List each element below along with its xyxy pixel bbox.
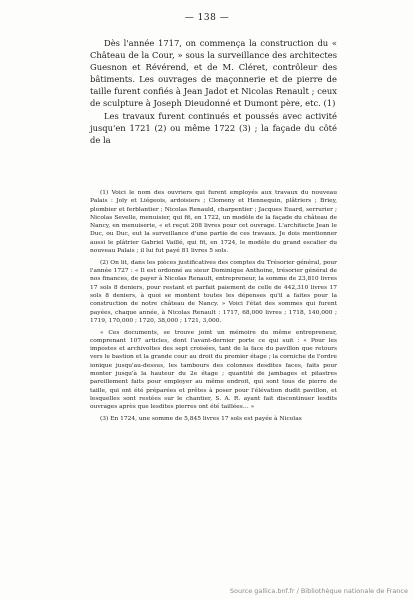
footnote: (2) On lit, dans les pièces justificatives des comptes du Trésorier général, pour l'année 1727 : « Il est ordonné au sieur Dominique Anthoine, trésorier général de nos finances, de payer à Nicolas Renault, entrepreneur, la somme de 23,810 livres 17 sols 8 deniers, pour restant et parfait paiement de celle de 442,310 livres 17 sols 8 deniers, à quoi se montent toutes les dépenses qu'il a faites pour la construction de notre château de Nancy. » Voici l'état des sommes qui furent payées, chaque année, à Nicolas Renault : 1717, 68,000 livres ; 1718, 140,000 ; 1719, 170,000 ; 1720, 38,000 ; 1721, 3,000. [90,259,337,324]
main-paragraph: Les travaux furent continués et poussés avec activité jusqu'en 1721 (2) ou même 1722 (3) ; la façade du côté de la [90,110,337,145]
main-paragraph: Dès l'année 1717, on commença la construction du « Château de la Cour, » sous la surveillance des architectes Guesnon et Révérend, et de M. Cléret, contrôleur des bâtiments. Les ouvrages de maçonnerie et de pierre de taille furent confiés à Jean Jadot et Nicolas Renault ; ceux de sculpture à Joseph Dieudonné et Dumont père, etc. (1) [90,38,337,109]
footnote: « Ces documents, se trouve joint un mémoire du même entrepreneur, comprenant 107 articles, dont l'avant-dernier porte ce qui suit : « Pour les impostes et archivoltes des sept croisées, tant de la face du pavillon que retours vers le bastion et la grande cour au droit du premier étage ; la corniche de l'ordre ionique jusqu'au-dessus, les tambours des colonnes desdites faces, faits pour monter jusqu'à la hauteur du 2e étage ; quantité de jambages et pilastres pareillement faits pour employer au même endroit, qui sont tous de pierre de taille, qui ont été préparées et prêtes à poser pour l'élévation dudit pavillon, et lesquelles sont restées sur le chantier, S. A. R. ayant fait discontinuer lesdits ouvrages après que lesdites pierres ont été taillées… » [90,329,337,411]
source-credit: Source gallica.bnf.fr / Bibliothèque nationale de France [229,587,408,595]
main-text [90,37,337,146]
footnote: (3) En 1724, une somme de 5,845 livres 17 sols est payée à Nicolas [100,415,302,422]
footnote: (1) Voici le nom des ouvriers qui furent employés aux travaux du nouveau Palais : Joly et Liégeois, ardoisiers ; Clomeny et Hennequin, plâtriers ; Briey, plombier et ferblantier ; Nicolas Renauld, charpentier ; Jacques Euard, serrurier ; Nicolas Sevelle, menuisier, qui fit, en 1722, un modèle de la façade du château de Nancy, en menuiserie, « et reçut 208 livres pour cet ouvrage. L'architecte Jean le Duc, ou Duc, eut la surveillance d'une partie de ces travaux. Je dois mentionner aussi le plâtrier Gabriel Vaillé, qui fit, en 1724, le modèle du grand escalier du nouveau Palais ; il lui fut payé 81 livres 5 sols. [90,190,337,255]
page-number: — 138 — [184,13,230,23]
footnotes [90,189,337,427]
